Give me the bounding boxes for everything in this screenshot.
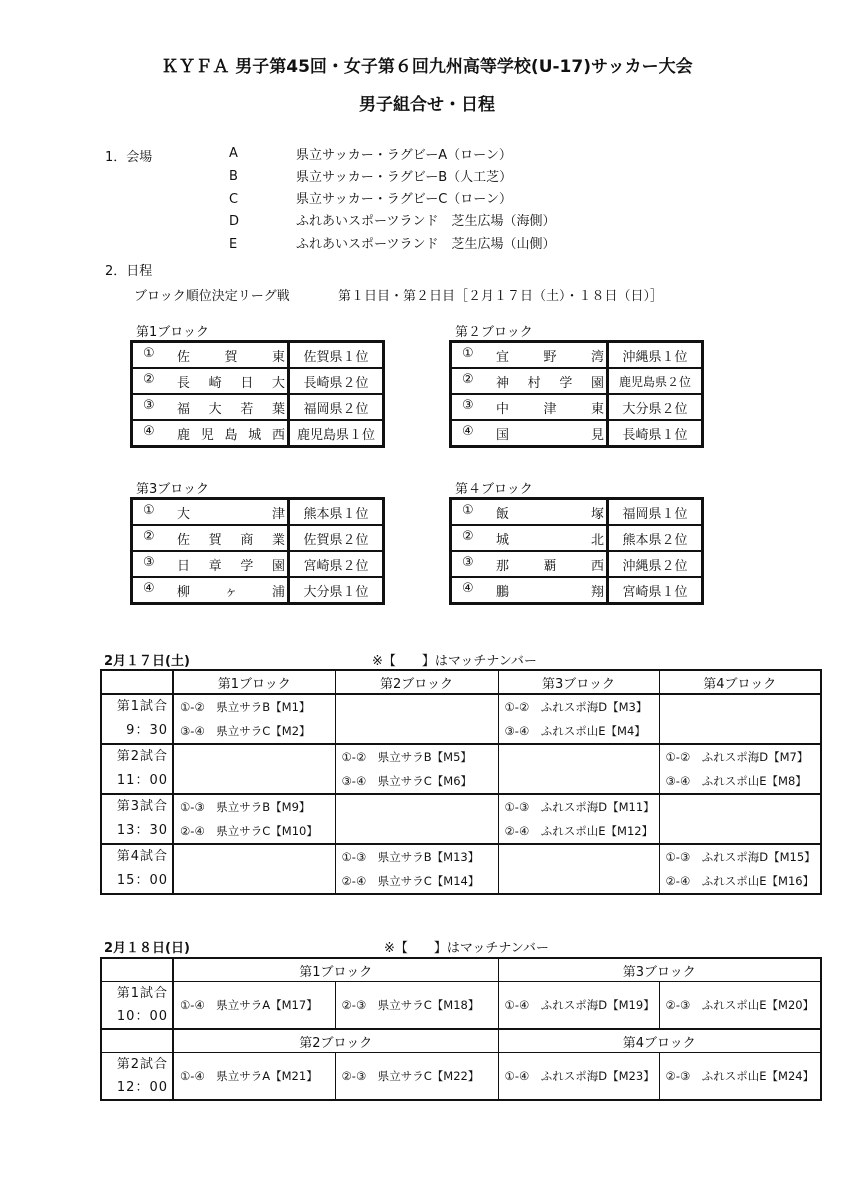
- block-1-table: [130, 340, 385, 448]
- venue-code: E: [229, 237, 238, 252]
- team-row: [132, 394, 384, 420]
- match-entry: ③-④ ふれスポ山E【M8】: [665, 774, 807, 788]
- team-name: 佐 賀 商 業: [177, 532, 285, 548]
- team-name: 鵬 翔: [496, 584, 604, 600]
- team-number: ①: [143, 345, 155, 361]
- league-label: ブロック順位決定リーグ戦: [134, 289, 290, 304]
- match-cell: [173, 794, 335, 844]
- match-slot-row: [101, 794, 821, 844]
- team-number: ④: [143, 580, 155, 596]
- match-entry: ②-③ 県立サラC【M18】: [341, 998, 480, 1012]
- team-row: [132, 499, 384, 526]
- team-prefecture: 熊本県２位: [608, 525, 703, 551]
- team-row: [132, 577, 384, 604]
- venue-code: A: [229, 146, 238, 161]
- venue-heading: 1．会場: [105, 150, 153, 165]
- match-entry: ③-④ 県立サラC【M2】: [180, 724, 311, 738]
- team-number: ④: [462, 423, 474, 439]
- match-entry: ①-④ ふれスポ海D【M19】: [504, 998, 655, 1012]
- team-number: ③: [462, 554, 474, 570]
- block-header: 第4ブロック: [659, 670, 821, 694]
- team-name: 神 村 学 園: [496, 375, 604, 391]
- match-entry: ①-② 県立サラB【M5】: [341, 750, 472, 764]
- match-cell: [659, 844, 821, 894]
- block-header: 第2ブロック: [173, 1029, 498, 1053]
- day2-schedule-table: [100, 957, 822, 1101]
- match-slot-label: 第2試合: [116, 1057, 168, 1072]
- match-entry: ③-④ ふれスポ山E【M4】: [504, 724, 646, 738]
- team-name: 中 津 東: [496, 401, 604, 417]
- team-row: [451, 499, 703, 526]
- match-slot-row: [101, 1053, 821, 1101]
- team-prefecture: 佐賀県１位: [289, 342, 384, 369]
- team-row: [451, 420, 703, 447]
- match-slot-label: 第1試合: [116, 986, 168, 1001]
- block-3-table: [130, 497, 385, 605]
- team-prefecture: 佐賀県２位: [289, 525, 384, 551]
- match-entry: ③-④ 県立サラC【M6】: [341, 774, 473, 788]
- match-cell: [498, 982, 659, 1030]
- match-entry: ②-④ 県立サラC【M14】: [341, 874, 480, 888]
- venue-name: 県立サッカー・ラグビーB（人工芝）: [296, 170, 513, 185]
- team-row: [451, 551, 703, 577]
- match-cell: [173, 694, 335, 744]
- match-cell: [173, 844, 335, 894]
- block-header: 第2ブロック: [335, 670, 498, 694]
- team-number: ④: [462, 580, 474, 596]
- team-row: [451, 394, 703, 420]
- page-subtitle: 男子組合せ・日程: [359, 95, 495, 115]
- team-row: [132, 368, 384, 394]
- team-prefecture: 熊本県１位: [289, 499, 384, 526]
- match-slot-time: 12：00: [116, 1080, 168, 1095]
- match-slot-row: [101, 982, 821, 1030]
- team-number: ③: [143, 554, 155, 570]
- block-header: 第1ブロック: [173, 958, 498, 982]
- match-cell: [498, 694, 659, 744]
- team-number: ②: [462, 371, 474, 387]
- team-number: ③: [143, 397, 155, 413]
- league-dates: 第１日目・第２日目［２月１７日（土）・１８日（日）］: [338, 289, 664, 304]
- block-title: 第４ブロック: [455, 482, 533, 497]
- match-entry: ②-④ ふれスポ山E【M12】: [504, 824, 654, 838]
- venue-code: D: [229, 214, 240, 229]
- team-number: ②: [143, 371, 155, 387]
- block-header: 第1ブロック: [173, 670, 335, 694]
- team-name: 国 見: [496, 427, 604, 443]
- match-entry: ①-④ 県立サラA【M21】: [180, 1069, 318, 1083]
- match-number-note: ※【 】はマッチナンバー: [372, 654, 537, 669]
- match-slot-row: [101, 844, 821, 894]
- schedule-header-row: [101, 670, 821, 694]
- team-name: 宜 野 湾: [496, 349, 604, 365]
- match-cell: [659, 694, 821, 744]
- team-prefecture: 沖縄県１位: [608, 342, 703, 369]
- match-slot-label: 第4試合: [116, 849, 168, 864]
- team-row: [132, 420, 384, 447]
- team-row: [132, 525, 384, 551]
- block-title: 第２ブロック: [455, 325, 533, 340]
- block-header: 第4ブロック: [498, 1029, 821, 1053]
- match-cell: [173, 1053, 335, 1101]
- match-entry: ①-② ふれスポ海D【M7】: [665, 750, 809, 764]
- team-number: ④: [143, 423, 155, 439]
- match-slot-label: 第2試合: [116, 749, 168, 764]
- team-number: ①: [462, 502, 474, 518]
- team-name: 日 章 学 園: [177, 558, 285, 574]
- match-cell: [498, 744, 659, 794]
- team-prefecture: 福岡県１位: [608, 499, 703, 526]
- team-name: 柳 ヶ 浦: [177, 584, 285, 600]
- team-row: [451, 577, 703, 604]
- schedule-header-row: [101, 958, 821, 982]
- venue-code: C: [229, 192, 239, 207]
- team-prefecture: 長崎県１位: [608, 420, 703, 447]
- match-cell: [335, 1053, 498, 1101]
- block-header: 第3ブロック: [498, 958, 821, 982]
- match-cell: [659, 744, 821, 794]
- match-slot-label: 第3試合: [116, 799, 168, 814]
- match-cell: [659, 982, 821, 1030]
- team-number: ③: [462, 397, 474, 413]
- match-entry: ①-② ふれスポ海D【M3】: [504, 700, 648, 714]
- match-cell: [335, 844, 498, 894]
- match-slot-time: 10：00: [116, 1009, 168, 1024]
- match-entry: ①-③ 県立サラB【M9】: [180, 800, 311, 814]
- team-name: 長 崎 日 大: [177, 375, 285, 391]
- match-entry: ②-③ ふれスポ山E【M20】: [665, 998, 815, 1012]
- team-prefecture: 宮崎県２位: [289, 551, 384, 577]
- venue-name: 県立サッカー・ラグビーC（ローン）: [296, 192, 513, 207]
- block-title: 第3ブロック: [136, 482, 210, 497]
- team-prefecture: 福岡県２位: [289, 394, 384, 420]
- match-cell: [173, 744, 335, 794]
- match-slot-time: 11：00: [116, 773, 168, 788]
- match-slot-row: [101, 744, 821, 794]
- match-entry: ①-④ ふれスポ海D【M23】: [504, 1069, 655, 1083]
- team-row: [451, 342, 703, 369]
- team-prefecture: 鹿児島県２位: [608, 368, 703, 394]
- team-row: [132, 342, 384, 369]
- block-header: 第3ブロック: [498, 670, 659, 694]
- team-prefecture: 長崎県２位: [289, 368, 384, 394]
- venue-name: 県立サッカー・ラグビーA（ローン）: [296, 148, 512, 163]
- venue-name: ふれあいスポーツランド 芝生広場（海側）: [296, 214, 556, 229]
- block-4-table: [449, 497, 704, 605]
- team-name: 那 覇 西: [496, 558, 604, 574]
- match-entry: ②-③ 県立サラC【M22】: [341, 1069, 480, 1083]
- match-entry: ①-④ 県立サラA【M17】: [180, 998, 318, 1012]
- block-2-table: [449, 340, 704, 448]
- match-entry: ①-② 県立サラB【M1】: [180, 700, 311, 714]
- team-prefecture: 宮崎県１位: [608, 577, 703, 604]
- team-row: [451, 368, 703, 394]
- team-number: ①: [143, 502, 155, 518]
- team-name: 佐 賀 東: [177, 349, 285, 365]
- match-entry: ②-③ ふれスポ山E【M24】: [665, 1069, 815, 1083]
- team-name: 城 北: [496, 532, 604, 548]
- match-entry: ①-③ ふれスポ海D【M11】: [504, 800, 655, 814]
- match-cell: [335, 744, 498, 794]
- venue-code: B: [229, 169, 238, 184]
- match-cell: [498, 844, 659, 894]
- match-entry: ②-④ 県立サラC【M10】: [180, 824, 318, 838]
- team-name: 大 津: [177, 506, 285, 522]
- schedule-heading: 2．日程: [105, 264, 153, 279]
- team-name: 福 大 若 葉: [177, 401, 285, 417]
- team-name: 飯 塚: [496, 506, 604, 522]
- match-cell: [659, 1053, 821, 1101]
- block-title: 第1ブロック: [136, 325, 210, 340]
- match-entry: ①-③ 県立サラB【M13】: [341, 850, 480, 864]
- day1-date: 2月１７日(土): [104, 654, 190, 669]
- venue-name: ふれあいスポーツランド 芝生広場（山側）: [296, 237, 556, 252]
- schedule-header-row: [101, 1029, 821, 1053]
- match-cell: [335, 794, 498, 844]
- day1-schedule-table: [100, 669, 822, 895]
- match-entry: ①-③ ふれスポ海D【M15】: [665, 850, 816, 864]
- day2-date: 2月１８日(日): [104, 941, 190, 956]
- match-cell: [335, 694, 498, 744]
- team-number: ②: [143, 528, 155, 544]
- match-cell: [498, 794, 659, 844]
- team-prefecture: 大分県２位: [608, 394, 703, 420]
- team-name: 鹿 児 島 城 西: [177, 427, 285, 443]
- team-number: ②: [462, 528, 474, 544]
- match-slot-time: 9：30: [126, 723, 168, 738]
- team-prefecture: 鹿児島県１位: [289, 420, 384, 447]
- match-cell: [659, 794, 821, 844]
- match-cell: [498, 1053, 659, 1101]
- match-number-note: ※【 】はマッチナンバー: [384, 941, 549, 956]
- team-prefecture: 大分県１位: [289, 577, 384, 604]
- match-entry: ②-④ ふれスポ山E【M16】: [665, 874, 815, 888]
- page-title: ＫＹＦＡ 男子第45回・女子第６回九州高等学校(U-17)サッカー大会: [161, 57, 693, 77]
- match-slot-label: 第1試合: [116, 699, 168, 714]
- team-prefecture: 沖縄県２位: [608, 551, 703, 577]
- team-row: [132, 551, 384, 577]
- match-cell: [173, 982, 335, 1030]
- match-slot-row: [101, 694, 821, 744]
- team-number: ①: [462, 345, 474, 361]
- match-cell: [335, 982, 498, 1030]
- match-slot-time: 15：00: [116, 873, 168, 888]
- match-slot-time: 13：30: [116, 823, 168, 838]
- team-row: [451, 525, 703, 551]
